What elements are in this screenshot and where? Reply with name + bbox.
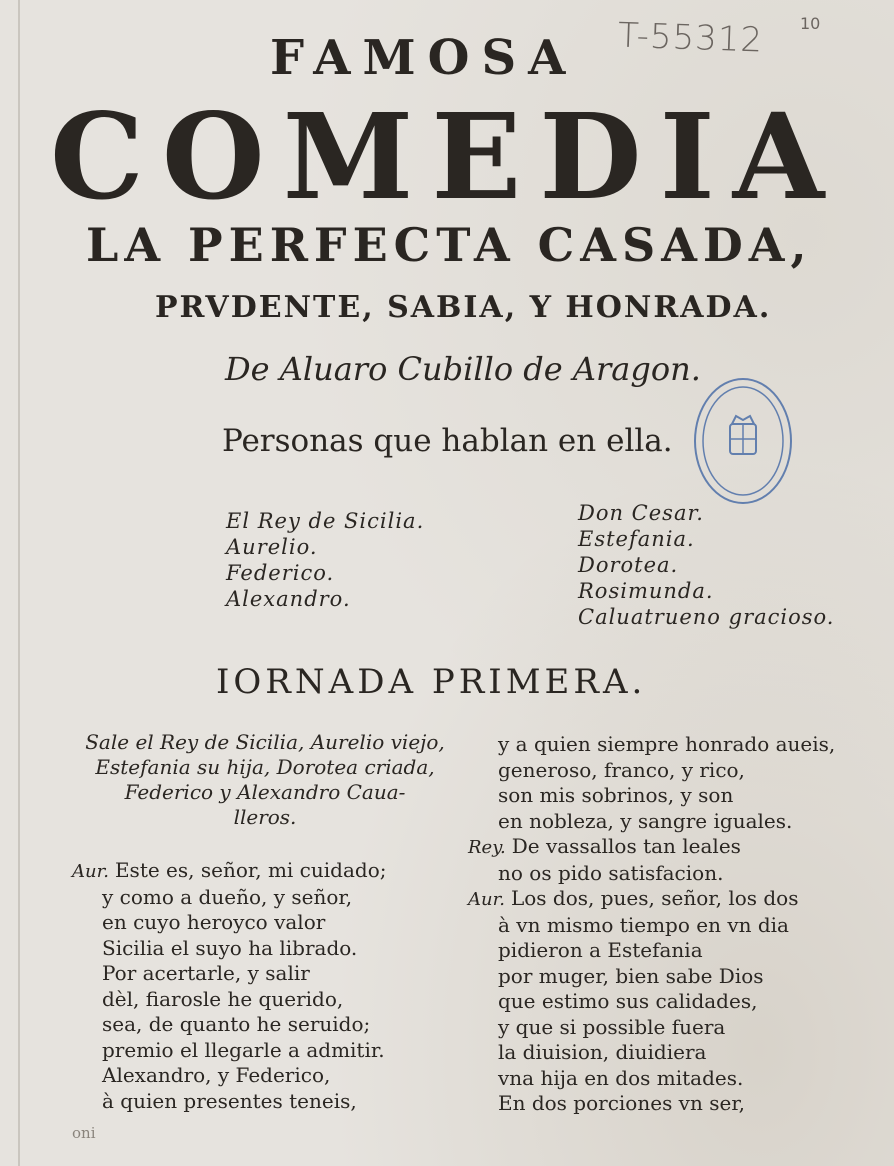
verse-text: pidieron a Estefania [498,938,703,962]
cast-member: Estefania. [578,527,695,551]
verse-line [72,987,386,1013]
verse-column-left [72,858,386,1114]
verse-text: premio el llegarle a admitir. [102,1037,385,1062]
cast-member: El Rey de Sicilia. [226,509,425,533]
verse-text: y que si possible fuera [498,1014,726,1039]
act-heading: IORNADA PRIMERA. [216,662,647,702]
verse-text: generoso, franco, y rico, [498,757,745,782]
verse-line [468,1066,835,1092]
speaker-label: Aur. [468,889,505,910]
verse-line [468,783,835,809]
title-subtitle: PRVDENTE, SABIA, Y HONRADA. [155,290,772,325]
verse-line [468,1015,835,1041]
verse-text: Los dos, pues, señor, los dos [510,886,799,910]
speaker-label: Rey. [468,837,506,858]
title-famosa: FAMOSA [270,30,578,86]
verse-column-right [468,732,835,1117]
verse-text: vna hija en dos mitades. [498,1065,744,1090]
verse-line [72,1089,386,1115]
verse-line [468,861,835,887]
verse-line [468,758,835,784]
personas-heading: Personas que hablan en ella. [222,423,673,459]
cast-member: Don Cesar. [578,501,704,525]
verse-text: en nobleza, y sangre iguales. [498,808,793,833]
verse-text: sea, de quanto he seruido; [102,1012,371,1036]
verse-line [72,1012,386,1038]
title-perfecta-casada: LA PERFECTA CASADA, [86,218,813,272]
verse-line [468,834,835,861]
verse-line [468,1091,835,1117]
stage-line: Sale el Rey de Sicilia, Aurelio viejo, [85,730,445,754]
verse-text: à vn mismo tiempo en vn dia [498,912,789,937]
verse-text: la diuision, diuidiera [498,1040,707,1064]
verse-line [468,913,835,939]
cast-member: Dorotea. [578,553,679,577]
verse-text: Alexandro, y Federico, [102,1063,331,1087]
cast-member: Aurelio. [226,535,318,559]
verse-line [468,964,835,990]
verse-line [468,732,835,758]
verse-line [468,989,835,1015]
verse-text: y como a dueño, y señor, [102,884,353,909]
title-comedia: COMEDIA [50,87,843,226]
verse-line [72,936,386,962]
shelfmark-superscript: 10 [800,14,821,33]
verse-line [72,1063,386,1089]
verse-text: por muger, bien sabe Dios [498,963,764,988]
verse-text: en cuyo heroyco valor [102,910,326,934]
cast-list-right [578,500,834,630]
verse-line [72,858,386,885]
page-edge [18,0,20,1166]
cast-member: Caluatrueno gracioso. [578,605,835,629]
verse-line [468,886,835,913]
cast-member: Alexandro. [226,587,351,611]
cast-member: Federico. [226,561,335,585]
verse-text: Sicilia el suyo ha librado. [102,935,358,960]
verse-text: son mis sobrinos, y son [498,783,734,807]
verse-text: Por acertarle, y salir [102,961,310,985]
verse-text: dèl, fiarosle he querido, [102,986,344,1011]
stage-line: Federico y Alexandro Caua- [124,780,406,804]
verse-line [468,809,835,835]
cast-member: Rosimunda. [578,579,714,603]
verse-text: à quien presentes teneis, [102,1088,357,1113]
stage-line: lleros. [233,805,297,829]
cast-list-left [226,508,424,612]
shelfmark: T-55312 [617,15,764,61]
speaker-label: Aur. [72,861,109,882]
page-signature: oni [72,1124,96,1142]
verse-text: De vassallos tan leales [511,834,741,858]
author-line: De Aluaro Cubillo de Aragon. [225,350,701,388]
verse-line [72,885,386,911]
stage-direction [70,730,460,830]
verse-text: que estimo sus calidades, [498,989,758,1013]
verse-text: Este es, señor, mi cuidado; [114,858,387,882]
verse-text: y a quien siempre honrado aueis, [498,732,836,756]
library-stamp [694,378,792,504]
verse-line [468,1040,835,1066]
verse-line [468,938,835,964]
stage-line: Estefania su hija, Dorotea criada, [95,755,435,779]
verse-text: no os pido satisfacion. [498,860,724,885]
verse-text: En dos porciones vn ser, [498,1091,746,1115]
verse-line [72,1038,386,1064]
verse-line [72,910,386,936]
verse-line [72,961,386,987]
